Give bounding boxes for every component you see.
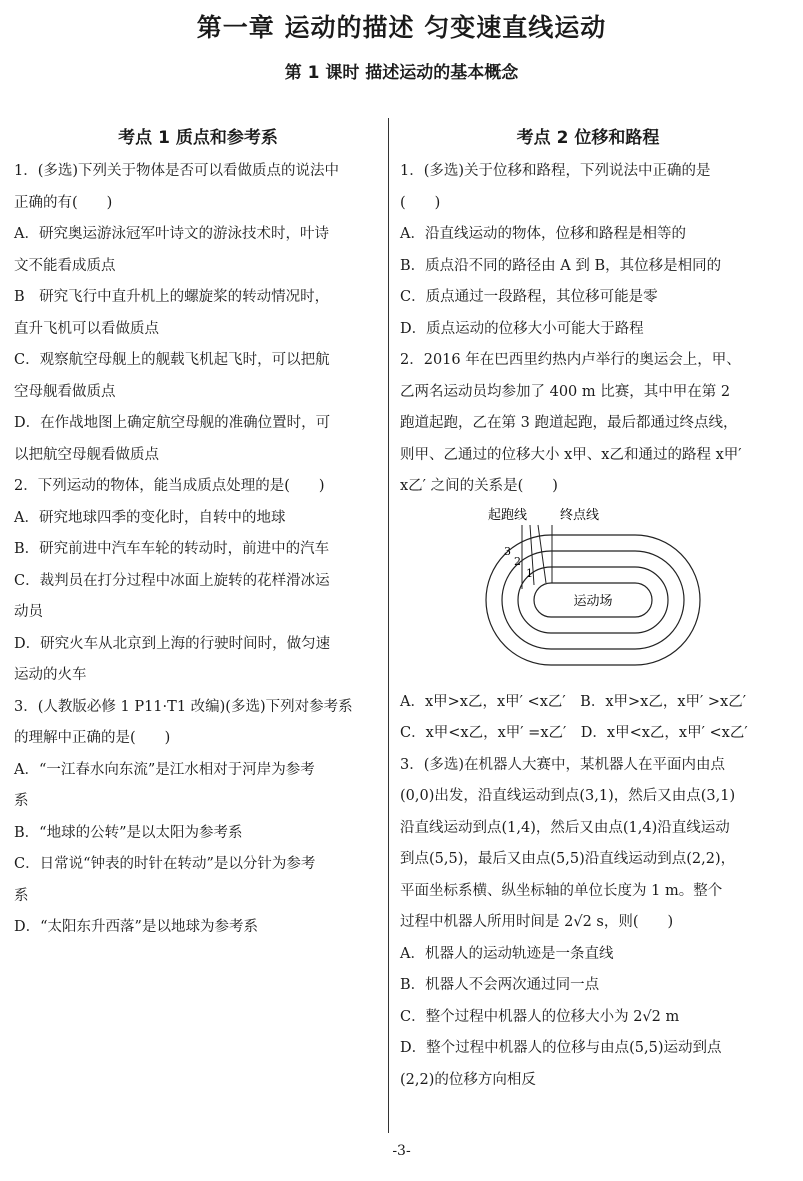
field-label: 运动场 bbox=[573, 593, 613, 609]
option-line: 文不能看成质点 bbox=[14, 257, 116, 274]
lane-label-1: 1 bbox=[526, 566, 533, 580]
option-line: C．观察航空母舰上的舰载飞机起飞时，可以把航 bbox=[14, 352, 330, 368]
running-track-figure bbox=[400, 507, 776, 677]
option-line: C．整个过程中机器人的位移大小为 2√2 m bbox=[400, 1008, 680, 1025]
question-line: 的理解中正确的是( ) bbox=[14, 730, 171, 746]
question-line: 沿直线运动到点(1,4)，然后又由点(1,4)沿直线运动 bbox=[400, 819, 730, 836]
question-line: 过程中机器人所用时间是 2√2 s，则( ) bbox=[400, 914, 674, 930]
option-line: D．整个过程中机器人的位移与由点(5,5)运动到点 bbox=[400, 1040, 722, 1056]
option-line: B 研究飞行中直升机上的螺旋桨的转动情况时， bbox=[14, 289, 330, 305]
start-line-1 bbox=[538, 525, 546, 583]
question-line: x乙′ 之间的关系是( ) bbox=[400, 478, 558, 494]
start-line-label: 起跑线 bbox=[488, 507, 528, 523]
question-line: 3．(多选)在机器人大赛中，某机器人在平面内由点 bbox=[400, 756, 726, 773]
option-line: A．研究地球四季的变化时，自转中的地球 bbox=[14, 509, 286, 526]
question-line: (0,0)出发，沿直线运动到点(3,1)，然后又由点(3,1) bbox=[400, 788, 736, 804]
question-line: 到点(5,5)，最后又由点(5,5)沿直线运动到点(2,2)， bbox=[400, 851, 736, 867]
question-line: 则甲、乙通过的位移大小 x甲、x乙和通过的路程 x甲′ bbox=[400, 446, 742, 463]
option-line: 系 bbox=[14, 793, 29, 809]
lane-label-2: 2 bbox=[514, 554, 521, 568]
option-line: (2,2)的位移方向相反 bbox=[400, 1071, 536, 1088]
option-line: B．机器人不会两次通过同一点 bbox=[400, 977, 600, 993]
question-line: ( ) bbox=[400, 194, 441, 211]
option-line: A．机器人的运动轨迹是一条直线 bbox=[400, 945, 614, 962]
option-line: A．x甲>x乙，x甲′ <x乙′ B．x甲>x乙，x甲′ >x乙′ bbox=[400, 693, 747, 710]
option-line: 动员 bbox=[14, 604, 43, 620]
right-column bbox=[400, 122, 776, 1096]
question-line: 平面坐标系横、纵坐标轴的单位长度为 1 m。整个 bbox=[400, 882, 723, 899]
section-heading-1: 考点 1 质点和参考系 bbox=[118, 128, 278, 148]
option-line: D．在作战地图上确定航空母舰的准确位置时，可 bbox=[14, 415, 331, 431]
question-line: 乙两名运动员均参加了 400 m 比赛，其中甲在第 2 bbox=[400, 383, 731, 400]
chapter-title: 第一章 运动的描述 匀变速直线运动 bbox=[196, 13, 607, 42]
option-line: D．研究火车从北京到上海的行驶时间时，做匀速 bbox=[14, 635, 331, 652]
finish-line-label: 终点线 bbox=[560, 507, 600, 523]
section-heading-2: 考点 2 位移和路程 bbox=[516, 128, 660, 148]
column-divider bbox=[388, 118, 389, 1133]
option-line: D．质点运动的位移大小可能大于路程 bbox=[400, 320, 644, 337]
left-column bbox=[14, 122, 382, 944]
option-line: 空母舰看做质点 bbox=[14, 383, 116, 400]
option-line: B．研究前进中汽车车轮的转动时，前进中的汽车 bbox=[14, 541, 330, 557]
option-line: B．质点沿不同的路径由 A 到 B，其位移是相同的 bbox=[400, 257, 722, 274]
question-line: 2．2016 年在巴西里约热内卢举行的奥运会上，甲、 bbox=[400, 352, 741, 368]
question-line: 1．(多选)下列关于物体是否可以看做质点的说法中 bbox=[14, 163, 340, 179]
question-line: 3．(人教版必修 1 P11·T1 改编)(多选)下列对参考系 bbox=[14, 698, 353, 715]
lane-label-3: 3 bbox=[504, 544, 511, 558]
option-line: 系 bbox=[14, 887, 29, 904]
question-line: 跑道起跑，乙在第 3 跑道起跑，最后都通过终点线， bbox=[400, 415, 738, 431]
option-line: A．研究奥运游泳冠军叶诗文的游泳技术时，叶诗 bbox=[14, 226, 329, 242]
option-line: C．x甲<x乙，x甲′ =x乙′ D．x甲<x乙，x甲′ <x乙′ bbox=[400, 725, 748, 741]
running-track-diagram bbox=[480, 507, 710, 672]
option-line: A．“一江春水向东流”是江水相对于河岸为参考 bbox=[14, 761, 315, 778]
lesson-subtitle: 第 1 课时 描述运动的基本概念 bbox=[284, 63, 519, 83]
option-line: 直升飞机可以看做质点 bbox=[14, 320, 159, 337]
option-line: 运动的火车 bbox=[14, 667, 87, 683]
question-line: 2．下列运动的物体，能当成质点处理的是( ) bbox=[14, 478, 325, 494]
question-line: 1．(多选)关于位移和路程，下列说法中正确的是 bbox=[400, 163, 711, 179]
option-line: C．裁判员在打分过程中冰面上旋转的花样滑冰运 bbox=[14, 572, 330, 589]
question-line: 正确的有( ) bbox=[14, 194, 113, 211]
option-line: D．“太阳东升西落”是以地球为参考系 bbox=[14, 919, 258, 935]
option-line: 以把航空母舰看做质点 bbox=[14, 446, 159, 463]
option-line: A．沿直线运动的物体，位移和路程是相等的 bbox=[400, 226, 686, 242]
option-line: C．日常说“钟表的时针在转动”是以分针为参考 bbox=[14, 856, 316, 872]
option-line: C．质点通过一段路程，其位移可能是零 bbox=[400, 289, 658, 305]
page-number: -3- bbox=[392, 1143, 411, 1159]
option-line: B．“地球的公转”是以太阳为参考系 bbox=[14, 824, 243, 841]
